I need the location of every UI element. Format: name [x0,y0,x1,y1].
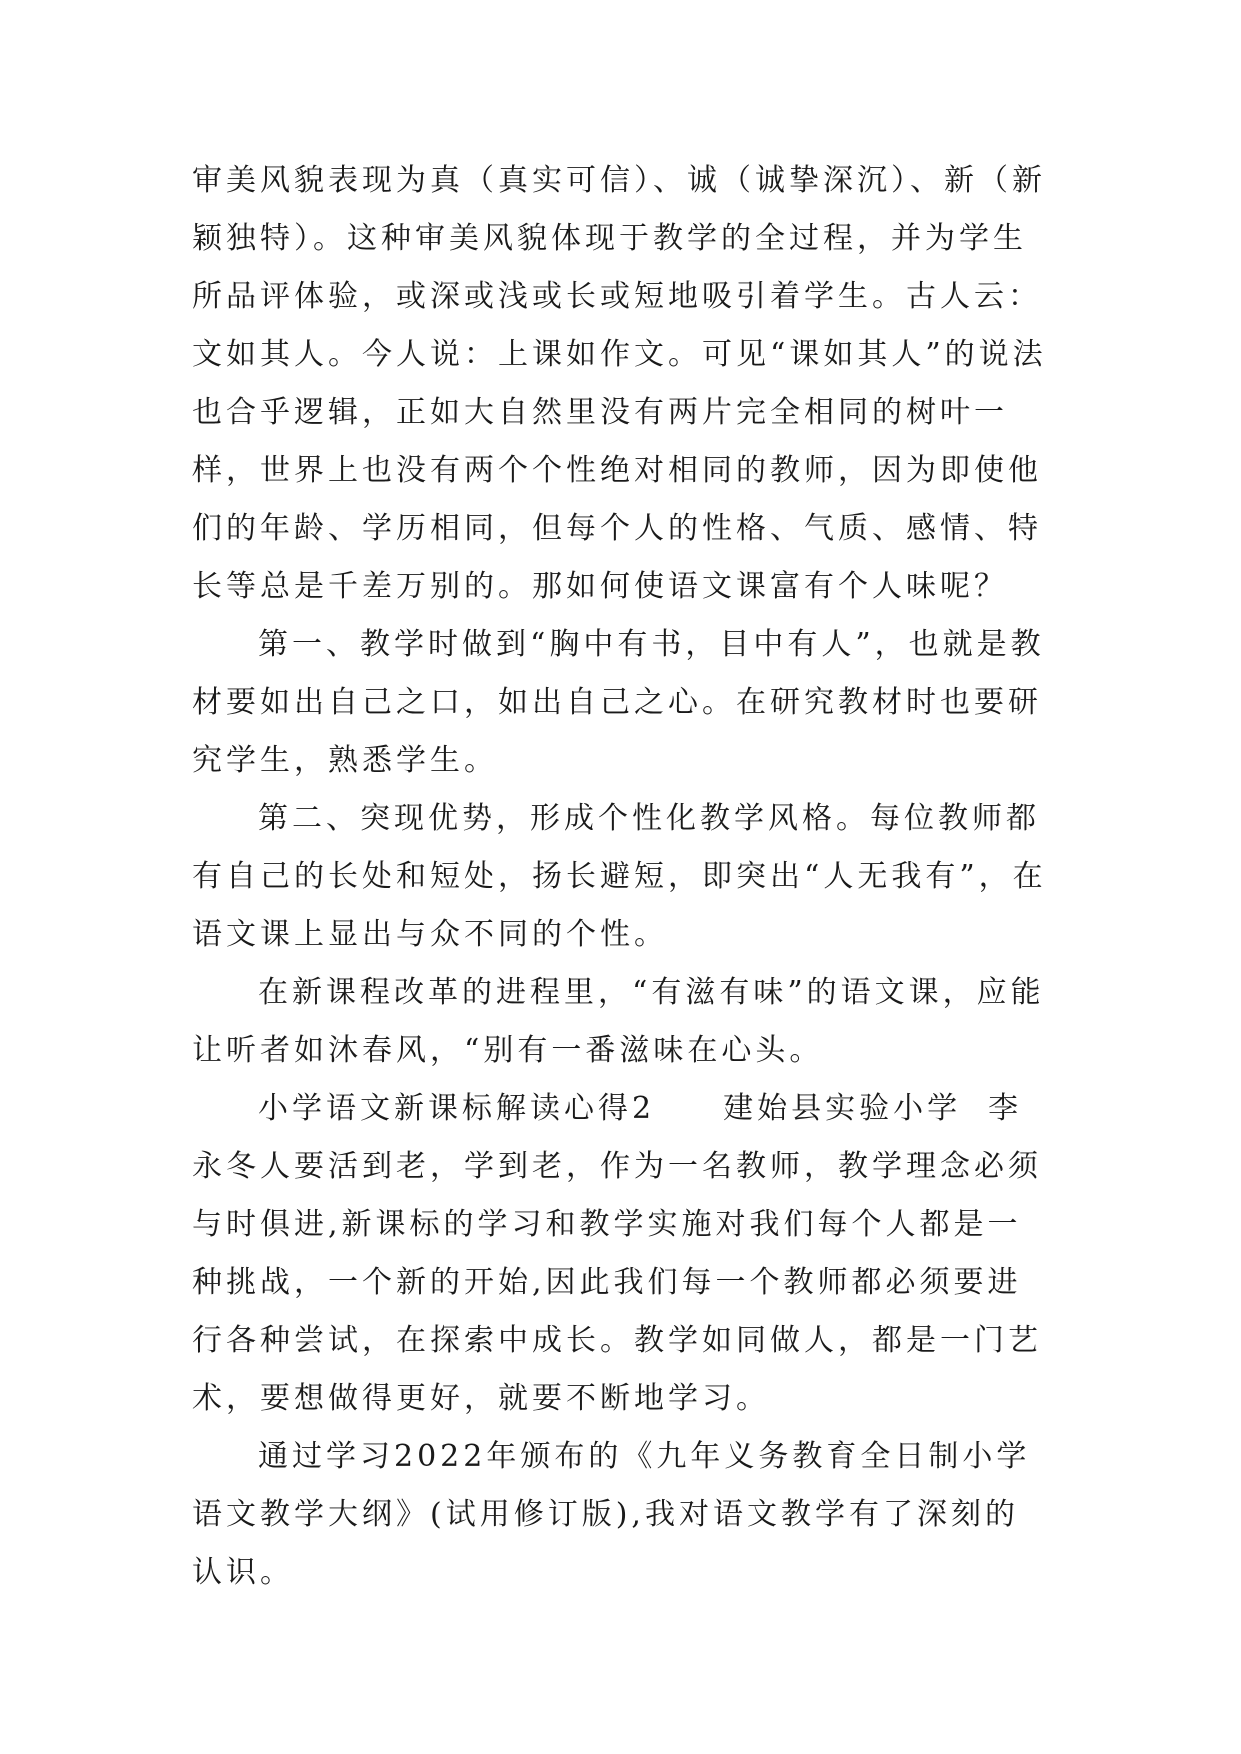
paragraph-5: 小学语文新课标解读心得2 建始县实验小学 李永冬人要活到老，学到老，作为一名教师，教学理念必须与时俱进,新课标的学习和教学实施对我们每个人都是一种挑战，一个新的开始,因此我们每一个教师都必须要进行各种尝试，在探索中成长。教学如同做人，都是一门艺术，要想做得更好，就要不断地学习。 [192,1091,1042,1416]
paragraph-4: 在新课程改革的进程里，“有滋有味”的语文课，应能让听者如沐春风，“别有一番滋味在心头。 [192,975,1045,1068]
document-body [192,152,1052,1602]
paragraph-2: 第一、教学时做到“胸中有书，目中有人”，也就是教材要如出自己之口，如出自己之心。在研究教材时也要研究学生，熟悉学生。 [192,627,1045,778]
paragraph-3: 第二、突现优势，形成个性化教学风格。每位教师都有自己的长处和短处，扬长避短，即突出“人无我有”，在语文课上显出与众不同的个性。 [192,801,1047,952]
paragraph-1: 审美风貌表现为真（真实可信）、诚（诚挚深沉）、新（新颖独特）。这种审美风貌体现于教学的全过程，并为学生所品评体验，或深或浅或长或短地吸引着学生。古人云：文如其人。今人说：上课如作文。可见“课如其人”的说法也合乎逻辑，正如大自然里没有两片完全相同的树叶一样，世界上也没有两个个性绝对相同的教师，因为即使他们的年龄、学历相同，但每个人的性格、气质、感情、特长等总是千差万别的。那如何使语文课富有个人味呢？ [192,163,1047,604]
paragraph-6: 通过学习2022年颁布的《九年义务教育全日制小学语文教学大纲》(试用修订版),我对语文教学有了深刻的认识。 [192,1439,1031,1590]
